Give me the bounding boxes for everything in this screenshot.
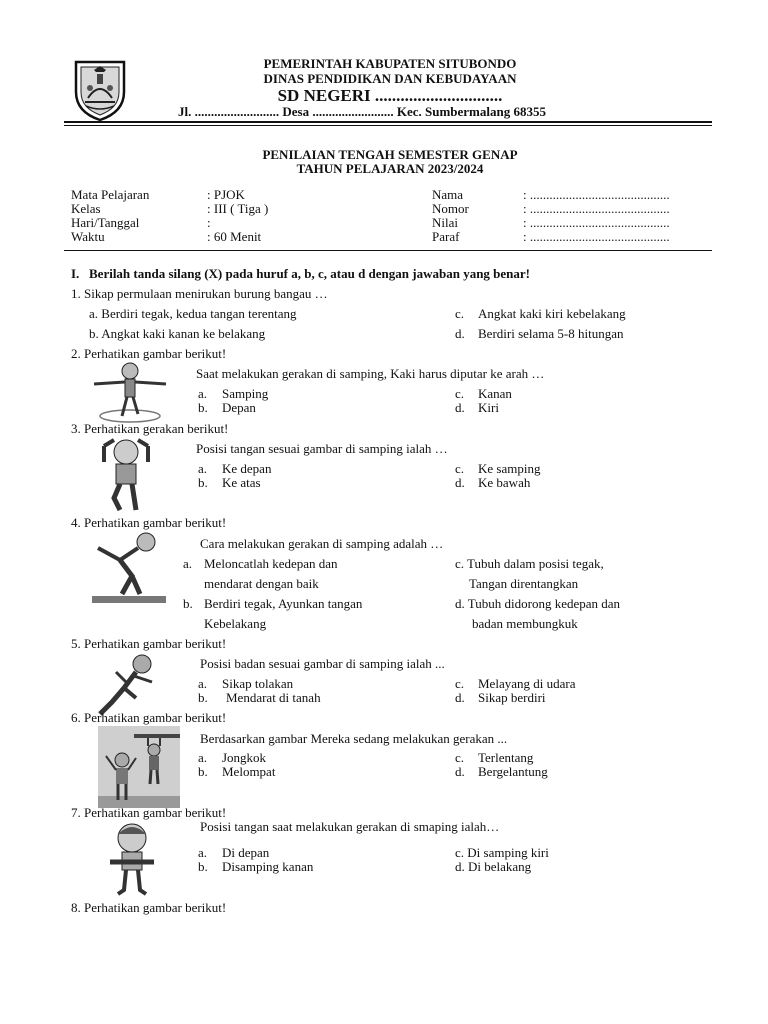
option-c: Ke samping	[478, 461, 541, 476]
option-c-letter: c.	[455, 306, 465, 321]
question-text: Posisi tangan saat melakukan gerakan di smaping ialah…	[200, 819, 500, 834]
option-c-cont: Tangan direntangkan	[469, 576, 579, 591]
children-hanging-bar-illustration	[98, 726, 180, 808]
option-d-letter: d.	[455, 690, 465, 705]
info-label: Nomor	[432, 201, 469, 216]
question-stem: 7. Perhatikan gambar berikut!	[71, 805, 227, 820]
info-label: Nama	[432, 187, 464, 202]
option-c: c. Tubuh dalam posisi tegak,	[455, 556, 604, 571]
header-address: Jl. .......................... Desa ......................... Kec. Sumbermalang 68355	[178, 104, 546, 119]
question-stem: 2. Perhatikan gambar berikut!	[71, 346, 227, 361]
info-value: : ...........................................	[523, 187, 670, 202]
option-d-cont: badan membungkuk	[472, 616, 578, 631]
exam-year: TAHUN PELAJARAN 2023/2024	[296, 161, 484, 176]
option-b-letter: b.	[183, 596, 193, 611]
option-b: Melompat	[222, 764, 276, 779]
section-number: I.	[71, 266, 80, 281]
option-b-letter: b.	[198, 400, 208, 415]
option-c-letter: c.	[455, 386, 465, 401]
boy-jump-ready-illustration	[92, 530, 166, 606]
question-text: Posisi badan sesuai gambar di samping ialah ...	[200, 656, 445, 671]
option-b-letter: b.	[198, 690, 208, 705]
question-stem: 4. Perhatikan gambar berikut!	[71, 515, 227, 530]
question-text: Cara melakukan gerakan di samping adalah …	[200, 536, 444, 551]
option-d: Berdiri selama 5-8 hitungan	[478, 326, 624, 341]
section-instruction: Berilah tanda silang (X) pada huruf a, b, c, atau d dengan jawaban yang benar!	[89, 266, 530, 281]
option-a: Jongkok	[222, 750, 267, 765]
info-value: : ...........................................	[523, 215, 670, 230]
option-b: Ke atas	[222, 475, 261, 490]
option-a: Ke depan	[222, 461, 272, 476]
option-d: d. Tubuh didorong kedepan dan	[455, 596, 621, 611]
option-a-letter: a.	[198, 750, 208, 765]
option-c-letter: c.	[455, 750, 465, 765]
option-a-letter: a.	[198, 676, 208, 691]
option-c: Angkat kaki kiri kebelakang	[478, 306, 626, 321]
option-a: Di depan	[222, 845, 270, 860]
info-label: Mata Pelajaran	[71, 187, 150, 202]
option-b-letter: b.	[198, 764, 208, 779]
exam-title: PENILAIAN TENGAH SEMESTER GENAP	[262, 147, 518, 162]
option-c: Kanan	[478, 386, 512, 401]
question-text: Berdasarkan gambar Mereka sedang melakukan gerakan ...	[200, 731, 508, 746]
info-value: : 60 Menit	[207, 229, 262, 244]
question-stem: 5. Perhatikan gambar berikut!	[71, 636, 227, 651]
girl-arms-stretched-illustration	[90, 360, 168, 426]
option-d: d. Di belakang	[455, 859, 532, 874]
option-a-letter: a.	[198, 461, 208, 476]
question-stem: 1. Sikap permulaan menirukan burung bangau …	[71, 286, 328, 301]
question-stem: 6. Perhatikan gambar berikut!	[71, 710, 227, 725]
option-a-letter: a.	[198, 386, 208, 401]
option-d: Ke bawah	[478, 475, 531, 490]
question-text: Posisi tangan sesuai gambar di samping ialah …	[196, 441, 448, 456]
header-divider-thin	[64, 125, 712, 126]
info-divider	[64, 250, 712, 251]
option-a-cont: mendarat dengan baik	[204, 576, 319, 591]
option-d: Bergelantung	[478, 764, 548, 779]
option-b: Disamping kanan	[222, 859, 314, 874]
option-c: Melayang di udara	[478, 676, 576, 691]
info-label: Waktu	[71, 229, 105, 244]
option-b-letter: b.	[198, 475, 208, 490]
option-c-letter: c.	[455, 676, 465, 691]
option-a-letter: a.	[198, 845, 208, 860]
option-a-letter: a.	[183, 556, 193, 571]
option-c: c. Di samping kiri	[455, 845, 549, 860]
option-d-letter: d.	[455, 764, 465, 779]
regency-crest-icon	[70, 58, 130, 122]
girl-hands-front-illustration	[100, 820, 164, 898]
info-value: : ...........................................	[523, 229, 670, 244]
header-school: SD NEGERI ..............................	[277, 86, 503, 105]
option-a: Sikap tolakan	[222, 676, 294, 691]
option-b: Berdiri tegak, Ayunkan tangan	[204, 596, 363, 611]
option-a: a. Berdiri tegak, kedua tangan terentang	[89, 306, 297, 321]
info-value: : ...........................................	[523, 201, 670, 216]
option-d-letter: d.	[455, 400, 465, 415]
option-d: Kiri	[478, 400, 499, 415]
boy-leaping-illustration	[96, 652, 160, 718]
option-a: Samping	[222, 386, 269, 401]
info-value: : PJOK	[207, 187, 245, 202]
info-label: Kelas	[71, 201, 101, 216]
option-d: Sikap berdiri	[478, 690, 546, 705]
option-b-cont: Kebelakang	[204, 616, 267, 631]
info-value: : III ( Tiga )	[207, 201, 269, 216]
option-b: b. Angkat kaki kanan ke belakang	[89, 326, 266, 341]
option-a: Meloncatlah kedepan dan	[204, 556, 338, 571]
header-government: PEMERINTAH KABUPATEN SITUBONDO	[263, 56, 517, 71]
option-d-letter: d.	[455, 326, 465, 341]
option-d-letter: d.	[455, 475, 465, 490]
option-c-letter: c.	[455, 461, 465, 476]
header-department: DINAS PENDIDIKAN DAN KEBUDAYAAN	[263, 71, 517, 86]
question-stem: 3. Perhatikan gerakan berikut!	[71, 421, 229, 436]
info-label: Hari/Tanggal	[71, 215, 140, 230]
option-b: Depan	[222, 400, 256, 415]
option-c: Terlentang	[478, 750, 534, 765]
info-label: Paraf	[432, 229, 460, 244]
question-stem: 8. Perhatikan gambar berikut!	[71, 900, 227, 915]
info-label: Nilai	[432, 215, 458, 230]
question-text: Saat melakukan gerakan di samping, Kaki harus diputar ke arah …	[196, 366, 545, 381]
option-b-letter: b.	[198, 859, 208, 874]
boy-hands-on-head-illustration	[96, 436, 156, 516]
header-divider-thick	[64, 121, 712, 123]
option-b: Mendarat di tanah	[226, 690, 321, 705]
info-value: :	[207, 215, 211, 230]
